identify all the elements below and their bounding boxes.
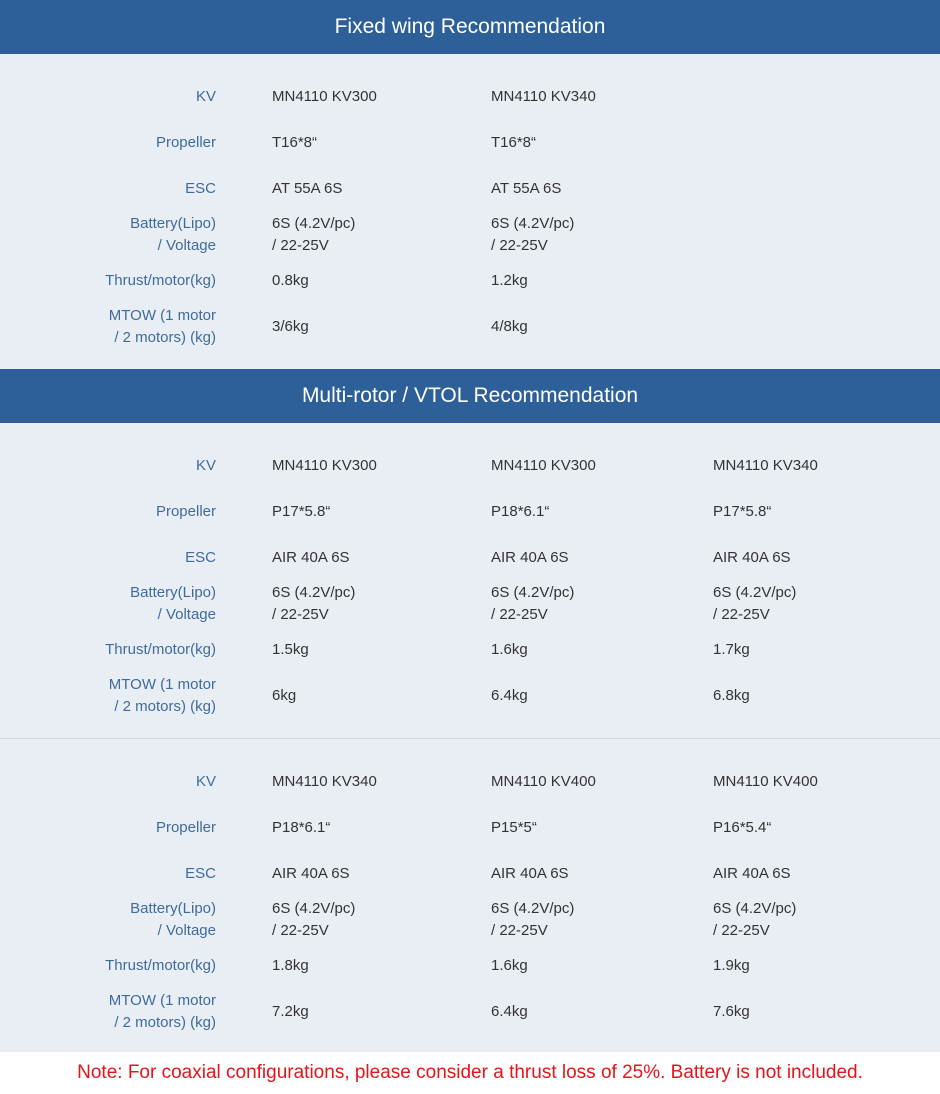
table-cell — [491, 489, 549, 535]
table-cell — [491, 581, 574, 627]
cell-value: T16*8“ — [272, 134, 318, 151]
cell-value: P17*5.8“ — [713, 503, 772, 520]
cell-value: AIR 40A 6S — [491, 549, 569, 566]
row-label-line: Battery(Lipo) — [130, 215, 216, 232]
table-cell — [272, 673, 296, 719]
cell-value: 6S (4.2V/pc) — [713, 900, 797, 917]
row-label-line: / Voltage — [157, 922, 216, 939]
cell-value: / 22-25V — [272, 237, 329, 254]
table-row-battery — [0, 212, 940, 258]
section-title: Multi-rotor / VTOL Recommendation — [301, 384, 639, 407]
row-label — [109, 989, 216, 1035]
cell-value: MN4110 KV300 — [272, 457, 377, 474]
row-label-line: Thrust/motor(kg) — [105, 272, 216, 289]
banner-multirotor — [0, 369, 940, 423]
table-cell — [272, 989, 309, 1035]
table-row-propeller — [0, 805, 940, 851]
row-label — [109, 673, 216, 719]
table-cell — [491, 943, 528, 989]
cell-value: 1.9kg — [713, 957, 750, 974]
cell-value: 6S (4.2V/pc) — [491, 900, 575, 917]
table-row-propeller — [0, 489, 940, 535]
cell-value: MN4110 KV340 — [272, 773, 377, 790]
cell-value: 1.7kg — [713, 641, 750, 658]
row-label-line: / 2 motors) (kg) — [114, 1014, 216, 1031]
row-label — [130, 581, 216, 627]
table-cell — [491, 897, 574, 943]
row-label — [156, 805, 216, 851]
table-cell — [272, 581, 355, 627]
row-label — [105, 943, 216, 989]
row-label-line: Thrust/motor(kg) — [105, 957, 216, 974]
divider — [0, 738, 940, 739]
table-cell — [272, 166, 342, 212]
cell-value: 7.6kg — [713, 1003, 750, 1020]
table-cell — [491, 805, 537, 851]
table-cell — [491, 673, 528, 719]
table-row-kv — [0, 74, 940, 120]
row-label-line: Propeller — [155, 503, 216, 520]
table-cell — [272, 535, 350, 581]
cell-value: / 22-25V — [713, 606, 770, 623]
cell-value: 3/6kg — [272, 318, 309, 335]
table-cell — [272, 212, 355, 258]
table-cell — [491, 759, 596, 805]
table-cell — [272, 897, 355, 943]
row-label — [109, 304, 216, 350]
cell-value: MN4110 KV300 — [272, 88, 377, 105]
row-label-line: ESC — [185, 549, 216, 566]
row-label-line: / 2 motors) (kg) — [114, 698, 216, 715]
table-row-mtow — [0, 673, 940, 719]
table-cell — [491, 212, 574, 258]
cell-value: AT 55A 6S — [272, 180, 343, 197]
table-row-esc — [0, 166, 940, 212]
table-row-kv — [0, 759, 940, 805]
table-row-kv — [0, 443, 940, 489]
cell-value: 6S (4.2V/pc) — [491, 584, 575, 601]
table-cell — [272, 258, 309, 304]
row-label — [130, 212, 216, 258]
row-label-line: KV — [195, 773, 216, 790]
table-cell — [713, 627, 750, 673]
footer-note — [0, 1052, 940, 1094]
cell-value: AIR 40A 6S — [713, 549, 791, 566]
cell-value: / 22-25V — [491, 922, 548, 939]
table-row-thrust — [0, 627, 940, 673]
row-label — [105, 258, 216, 304]
table-cell — [713, 489, 771, 535]
cell-value: 6S (4.2V/pc) — [713, 584, 797, 601]
row-label — [196, 74, 216, 120]
table-row-esc — [0, 535, 940, 581]
table-cell — [272, 304, 309, 350]
row-label-line: Battery(Lipo) — [130, 900, 216, 917]
table-row-mtow — [0, 989, 940, 1035]
cell-value: 6.4kg — [491, 687, 528, 704]
cell-value: AIR 40A 6S — [272, 549, 350, 566]
cell-value: 1.5kg — [272, 641, 309, 658]
table-cell — [272, 627, 309, 673]
cell-value: 6S (4.2V/pc) — [272, 215, 356, 232]
row-label — [196, 759, 216, 805]
row-label-line: ESC — [185, 180, 216, 197]
cell-value: P15*5“ — [491, 819, 537, 836]
row-label-line: / 2 motors) (kg) — [114, 329, 216, 346]
cell-value: 1.2kg — [491, 272, 528, 289]
table-cell — [713, 535, 791, 581]
cell-value: 6S (4.2V/pc) — [272, 584, 356, 601]
cell-value: 4/8kg — [491, 318, 528, 335]
cell-value: P18*6.1“ — [491, 503, 550, 520]
table-row-battery — [0, 581, 940, 627]
table-cell — [491, 443, 596, 489]
cell-value: / 22-25V — [491, 237, 548, 254]
table-cell — [713, 805, 771, 851]
table-cell — [272, 805, 330, 851]
cell-value: MN4110 KV400 — [713, 773, 818, 790]
cell-value: 1.6kg — [491, 957, 528, 974]
table-row-esc — [0, 851, 940, 897]
table-cell — [713, 851, 791, 897]
table-cell — [491, 989, 528, 1035]
table-row-battery — [0, 897, 940, 943]
cell-value: MN4110 KV340 — [491, 88, 596, 105]
cell-value: / 22-25V — [272, 922, 329, 939]
row-label — [185, 535, 216, 581]
cell-value: AT 55A 6S — [491, 180, 562, 197]
row-label-line: Thrust/motor(kg) — [105, 641, 216, 658]
cell-value: AIR 40A 6S — [491, 865, 569, 882]
cell-value: AIR 40A 6S — [272, 865, 350, 882]
row-label — [105, 627, 216, 673]
row-label-line: MTOW (1 motor — [108, 676, 216, 693]
cell-value: / 22-25V — [491, 606, 548, 623]
table-cell — [491, 258, 528, 304]
table-cell — [713, 673, 750, 719]
table-cell — [713, 897, 796, 943]
table-row-mtow — [0, 304, 940, 350]
table-cell — [713, 581, 796, 627]
cell-value: MN4110 KV340 — [713, 457, 818, 474]
cell-value: T16*8“ — [491, 134, 537, 151]
note-text: Note: For coaxial configurations, please consider a thrust loss of 25%. Battery is not included. — [77, 1062, 863, 1083]
table-cell — [272, 943, 309, 989]
row-label — [185, 851, 216, 897]
cell-value: 0.8kg — [272, 272, 309, 289]
row-label-line: / Voltage — [157, 237, 216, 254]
cell-value: / 22-25V — [272, 606, 329, 623]
row-label-line: MTOW (1 motor — [108, 992, 216, 1009]
row-label — [156, 120, 216, 166]
cell-value: 6.4kg — [491, 1003, 528, 1020]
table-cell — [713, 943, 750, 989]
cell-value: MN4110 KV400 — [491, 773, 596, 790]
cell-value: 7.2kg — [272, 1003, 309, 1020]
cell-value: AIR 40A 6S — [713, 865, 791, 882]
table-cell — [491, 627, 528, 673]
cell-value: 1.8kg — [272, 957, 309, 974]
table-cell — [491, 120, 536, 166]
row-label — [196, 443, 216, 489]
row-label-line: KV — [195, 88, 216, 105]
row-label — [185, 166, 216, 212]
row-label-line: KV — [195, 457, 216, 474]
table-cell — [713, 759, 818, 805]
table-row-thrust — [0, 943, 940, 989]
table-row-thrust — [0, 258, 940, 304]
row-label-line: / Voltage — [157, 606, 216, 623]
table-cell — [272, 443, 377, 489]
table-cell — [491, 304, 528, 350]
row-label-line: Battery(Lipo) — [130, 584, 216, 601]
table-cell — [272, 759, 377, 805]
row-label-line: Propeller — [155, 819, 216, 836]
row-label-line: MTOW (1 motor — [108, 307, 216, 324]
table-cell — [272, 120, 317, 166]
table-cell — [491, 851, 569, 897]
cell-value: 6kg — [272, 687, 297, 704]
cell-value: P18*6.1“ — [272, 819, 331, 836]
row-label — [130, 897, 216, 943]
table-cell — [491, 166, 561, 212]
row-label-line: Propeller — [155, 134, 216, 151]
table-cell — [491, 535, 569, 581]
table-cell — [713, 989, 750, 1035]
cell-value: 6S (4.2V/pc) — [272, 900, 356, 917]
table-cell — [713, 443, 818, 489]
table-cell — [272, 851, 350, 897]
cell-value: / 22-25V — [713, 922, 770, 939]
cell-value: 6S (4.2V/pc) — [491, 215, 575, 232]
table-cell — [272, 489, 330, 535]
cell-value: P16*5.4“ — [713, 819, 772, 836]
table-row-propeller — [0, 120, 940, 166]
table-cell — [272, 74, 377, 120]
row-label — [156, 489, 216, 535]
banner-fixed-wing — [0, 0, 940, 54]
cell-value: P17*5.8“ — [272, 503, 331, 520]
table-cell — [491, 74, 596, 120]
cell-value: MN4110 KV300 — [491, 457, 596, 474]
section-title: Fixed wing Recommendation — [334, 15, 606, 38]
cell-value: 1.6kg — [491, 641, 528, 658]
row-label-line: ESC — [185, 865, 216, 882]
cell-value: 6.8kg — [713, 687, 750, 704]
